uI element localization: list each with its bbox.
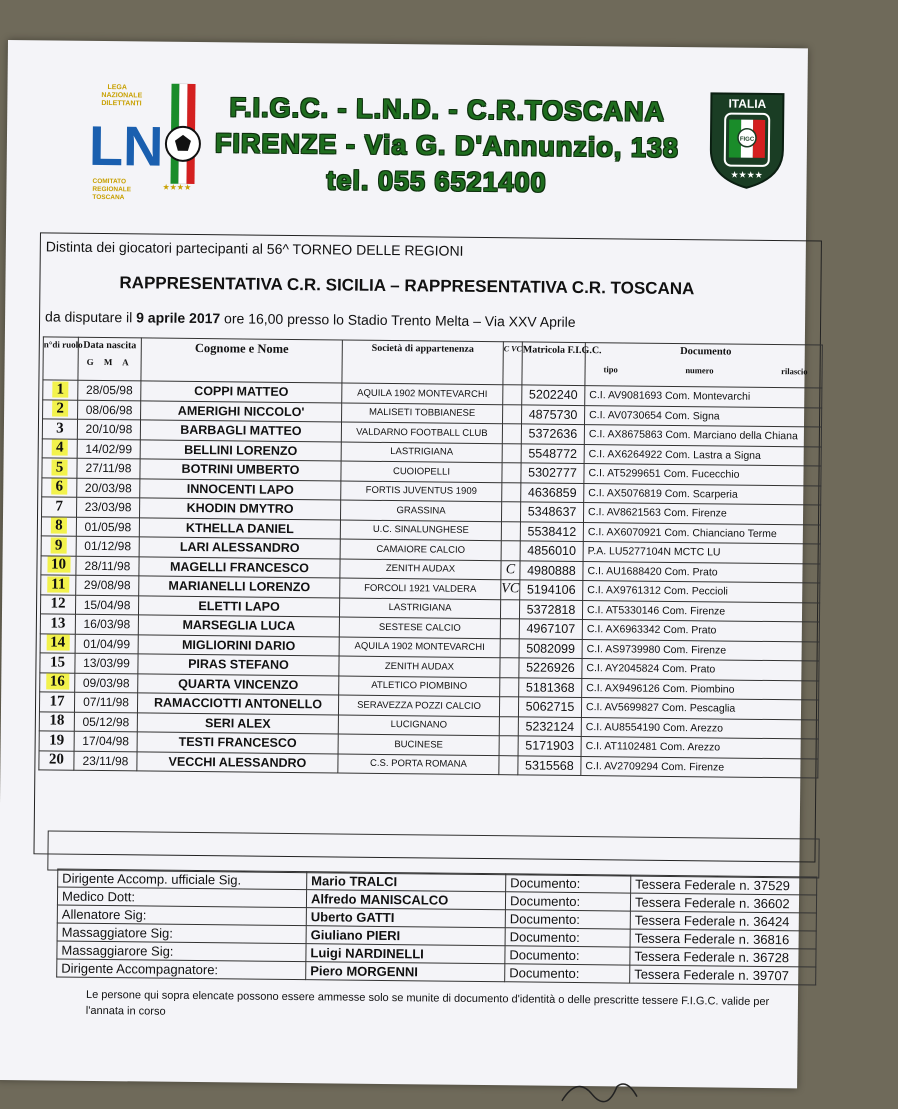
staff-doc-label: Documento: bbox=[505, 928, 630, 947]
player-club: LASTRIGIANA bbox=[339, 598, 500, 619]
header-matricola: Matricola F.I.G.C. bbox=[522, 342, 585, 386]
player-captain-mark bbox=[500, 677, 519, 697]
signature-mark bbox=[557, 1066, 647, 1107]
player-name: QUARTA VINCENZO bbox=[138, 673, 339, 695]
player-number: 16 bbox=[46, 674, 69, 690]
staff-document: Tessera Federale n. 36424 bbox=[630, 911, 816, 931]
staff-document: Tessera Federale n. 36602 bbox=[630, 893, 816, 913]
player-captain-mark bbox=[502, 482, 521, 502]
player-matricola: 4636859 bbox=[521, 482, 584, 502]
player-number: 6 bbox=[51, 479, 67, 495]
header-line-3: tel. 055 6521400 bbox=[326, 165, 547, 198]
player-captain-mark bbox=[500, 658, 519, 678]
player-matricola: 5181368 bbox=[519, 677, 582, 697]
staff-name: Alfredo MANISCALCO bbox=[306, 890, 505, 910]
player-matricola: 5202240 bbox=[522, 385, 585, 405]
player-number-cell bbox=[40, 594, 75, 614]
player-number: 18 bbox=[49, 712, 65, 729]
player-number-cell bbox=[41, 555, 76, 575]
player-captain-mark bbox=[499, 736, 518, 756]
player-number-cell bbox=[40, 653, 75, 673]
player-captain-mark bbox=[499, 716, 518, 736]
player-birthdate: 23/11/98 bbox=[74, 751, 137, 771]
player-number: 8 bbox=[51, 518, 67, 534]
player-number-cell bbox=[43, 399, 78, 419]
player-number-cell bbox=[39, 750, 74, 770]
header-cap: C VC bbox=[503, 342, 522, 385]
player-club: ZENITH AUDAX bbox=[339, 656, 500, 677]
player-number-cell bbox=[39, 692, 74, 712]
player-name: RAMACCIOTTI ANTONELLO bbox=[137, 693, 338, 715]
player-document: C.I. AY2045824 Com. Prato bbox=[582, 659, 819, 681]
svg-text:NAZIONALE: NAZIONALE bbox=[101, 91, 143, 100]
player-club: MALISETI TOBBIANESE bbox=[342, 403, 503, 424]
player-document: C.I. AV5699827 Com. Pescaglia bbox=[581, 698, 818, 720]
player-document: P.A. LU5277104N MCTC LU bbox=[583, 542, 820, 564]
when-date: 9 aprile 2017 bbox=[136, 309, 221, 327]
player-number: 12 bbox=[50, 595, 66, 612]
player-birthdate: 27/11/98 bbox=[77, 458, 140, 478]
staff-name: Mario TRALCI bbox=[307, 872, 506, 892]
player-captain-mark bbox=[502, 443, 521, 463]
player-document: C.I. AT5330146 Com. Firenze bbox=[582, 600, 819, 622]
header-doc-sub bbox=[590, 364, 822, 376]
player-number-cell bbox=[39, 731, 74, 751]
player-number-cell bbox=[41, 536, 76, 556]
player-club: CUOIOPELLI bbox=[341, 461, 502, 482]
player-birthdate: 09/03/98 bbox=[75, 673, 138, 693]
player-name: KHODIN DMYTRO bbox=[140, 498, 341, 520]
player-number-cell bbox=[43, 380, 78, 400]
players-body bbox=[39, 380, 822, 778]
player-number: 5 bbox=[52, 459, 68, 475]
player-number: 11 bbox=[47, 576, 69, 592]
player-number: 1 bbox=[53, 381, 69, 397]
player-name: KTHELLA DANIEL bbox=[139, 517, 340, 539]
player-matricola: 4967107 bbox=[519, 619, 582, 639]
player-name: MIGLIORINI DARIO bbox=[138, 634, 339, 656]
player-matricola: 5348637 bbox=[520, 502, 583, 522]
player-number-cell bbox=[40, 672, 75, 692]
player-matricola: 5082099 bbox=[519, 638, 582, 658]
player-birthdate: 20/10/98 bbox=[77, 419, 140, 439]
player-club: SERAVEZZA POZZI CALCIO bbox=[338, 695, 499, 716]
player-matricola: 5315568 bbox=[518, 755, 581, 775]
when-prefix: da disputare il bbox=[45, 308, 133, 326]
player-document: C.I. AX5076819 Com. Scarperia bbox=[584, 483, 821, 505]
player-matricola: 4856010 bbox=[520, 541, 583, 561]
staff-doc-label: Documento: bbox=[505, 910, 630, 929]
header-name: Cognome e Nome bbox=[141, 338, 342, 383]
player-club: AQUILA 1902 MONTEVARCHI bbox=[342, 383, 503, 404]
header-line-1: F.I.G.C. - L.N.D. - C.R.TOSCANA bbox=[229, 92, 666, 127]
player-captain-mark bbox=[499, 697, 518, 717]
player-birthdate: 05/12/98 bbox=[74, 712, 137, 732]
player-number-cell bbox=[42, 438, 77, 458]
player-club: GRASSINA bbox=[340, 500, 501, 521]
staff-doc-label: Documento: bbox=[505, 946, 630, 965]
svg-text:COMITATO: COMITATO bbox=[92, 177, 127, 186]
player-birthdate: 13/03/99 bbox=[75, 653, 138, 673]
svg-text:DILETTANTI: DILETTANTI bbox=[101, 99, 142, 108]
player-number: 3 bbox=[56, 420, 64, 437]
staff-role: Dirigente Accompagnatore: bbox=[57, 959, 306, 980]
player-birthdate: 08/06/98 bbox=[78, 400, 141, 420]
player-document: C.I. AV2709294 Com. Firenze bbox=[581, 756, 818, 778]
document-sheet bbox=[0, 40, 808, 1088]
staff-document: Tessera Federale n. 36728 bbox=[630, 947, 816, 967]
player-captain-mark bbox=[500, 599, 519, 619]
player-name: BOTRINI UMBERTO bbox=[140, 459, 341, 481]
player-club: U.C. SINALUNGHESE bbox=[340, 520, 501, 541]
player-captain-mark: C bbox=[501, 560, 520, 580]
header-num: n°di ruolo bbox=[43, 337, 78, 380]
staff-document: Tessera Federale n. 36816 bbox=[630, 929, 816, 949]
staff-name: Giuliano PIERI bbox=[306, 926, 505, 946]
player-club: ZENITH AUDAX bbox=[340, 559, 501, 580]
staff-name: Piero MORGENNI bbox=[306, 962, 505, 982]
player-name: AMERIGHI NICCOLO' bbox=[141, 400, 342, 422]
player-club: VALDARNO FOOTBALL CLUB bbox=[341, 422, 502, 443]
player-number: 7 bbox=[55, 498, 63, 515]
player-birthdate: 14/02/99 bbox=[77, 439, 140, 459]
header-date bbox=[78, 337, 141, 381]
staff-doc-label: Documento: bbox=[506, 874, 631, 893]
when-rest: ore 16,00 presso lo Stadio Trento Melta – Via XXV Aprile bbox=[224, 310, 576, 330]
player-birthdate: 23/03/98 bbox=[77, 497, 140, 517]
player-name: VECCHI ALESSANDRO bbox=[137, 751, 338, 773]
player-birthdate: 07/11/98 bbox=[74, 692, 137, 712]
player-matricola: 5372636 bbox=[521, 424, 584, 444]
player-number: 19 bbox=[49, 732, 65, 749]
player-matricola: 5302777 bbox=[521, 463, 584, 483]
staff-name: Uberto GATTI bbox=[306, 908, 505, 928]
staff-doc-label: Documento: bbox=[505, 964, 630, 983]
header-doc-numero: numero bbox=[685, 365, 714, 376]
player-number-cell bbox=[41, 575, 76, 595]
staff-role: Massaggiatore Sig: bbox=[57, 923, 306, 944]
player-number-cell bbox=[42, 477, 77, 497]
player-document: C.I. AV0730654 Com. Signa bbox=[585, 405, 822, 427]
player-birthdate: 29/08/98 bbox=[76, 575, 139, 595]
svg-text:FIGC: FIGC bbox=[739, 136, 755, 143]
player-number-cell bbox=[42, 458, 77, 478]
player-birthdate: 01/04/99 bbox=[75, 634, 138, 654]
svg-text:REGIONALE: REGIONALE bbox=[92, 185, 132, 194]
player-document: C.I. AT5299651 Com. Fucecchio bbox=[584, 464, 821, 486]
player-document: C.I. AX9496126 Com. Piombino bbox=[582, 678, 819, 700]
player-number-cell bbox=[41, 516, 76, 536]
player-matricola: 4980888 bbox=[520, 560, 583, 580]
header-date-label: Data nascita bbox=[83, 339, 137, 352]
player-document: C.I. AX6264922 Com. Lastra a Signa bbox=[584, 444, 821, 466]
staff-role: Massaggiarore Sig: bbox=[57, 941, 306, 962]
player-name: COPPI MATTEO bbox=[141, 381, 342, 403]
player-name: ELETTI LAPO bbox=[138, 595, 339, 617]
player-club: FORCOLI 1921 VALDERA bbox=[340, 578, 501, 599]
svg-text:LN: LN bbox=[88, 113, 164, 178]
player-number: 14 bbox=[46, 635, 69, 651]
player-number-cell bbox=[42, 419, 77, 439]
player-captain-mark bbox=[501, 541, 520, 561]
player-number-cell bbox=[40, 614, 75, 634]
header-doc-tipo: tipo bbox=[603, 364, 618, 375]
player-captain-mark bbox=[501, 521, 520, 541]
player-captain-mark bbox=[499, 755, 518, 775]
player-captain-mark bbox=[502, 424, 521, 444]
player-document: C.I. AS9739980 Com. Firenze bbox=[582, 639, 819, 661]
player-number: 9 bbox=[51, 537, 67, 553]
staff-doc-label: Documento: bbox=[505, 892, 630, 911]
player-name: PIRAS STEFANO bbox=[138, 654, 339, 676]
player-club: SESTESE CALCIO bbox=[339, 617, 500, 638]
staff-table bbox=[56, 869, 817, 986]
player-number: 13 bbox=[50, 615, 66, 632]
player-document: C.I. AX6963342 Com. Prato bbox=[582, 620, 819, 642]
player-document: C.I. AX8675863 Com. Marciano della Chiana bbox=[584, 425, 821, 447]
player-matricola: 5548772 bbox=[521, 443, 584, 463]
player-name: MARIANELLI LORENZO bbox=[139, 576, 340, 598]
player-document: C.I. AU1688420 Com. Prato bbox=[583, 561, 820, 583]
header-line-2: FIRENZE - Via G. D'Annunzio, 138 bbox=[214, 128, 680, 164]
player-captain-mark bbox=[501, 502, 520, 522]
svg-text:TOSCANA: TOSCANA bbox=[92, 193, 125, 202]
player-birthdate: 01/12/98 bbox=[76, 536, 139, 556]
player-name: SERI ALEX bbox=[137, 712, 338, 734]
player-matricola: 5232124 bbox=[518, 716, 581, 736]
player-number: 2 bbox=[52, 401, 68, 417]
player-document: C.I. AX6070921 Com. Chianciano Terme bbox=[583, 522, 820, 544]
player-name: MAGELLI FRANCESCO bbox=[139, 556, 340, 578]
match-title: RAPPRESENTATIVA C.R. SICILIA – RAPPRESENTATIVA C.R. TOSCANA bbox=[119, 273, 695, 299]
header-doc bbox=[585, 343, 822, 388]
player-name: MARSEGLIA LUCA bbox=[138, 615, 339, 637]
staff-role: Allenatore Sig: bbox=[57, 905, 306, 926]
svg-text:★★★★: ★★★★ bbox=[730, 169, 763, 180]
player-captain-mark bbox=[500, 638, 519, 658]
player-number: 17 bbox=[49, 693, 65, 710]
player-number: 4 bbox=[52, 440, 68, 456]
player-number: 10 bbox=[47, 557, 70, 573]
staff-document: Tessera Federale n. 37529 bbox=[631, 875, 817, 895]
notice-text: Le persone qui sopra elencate possono essere ammesse solo se munite di documento d'identità o delle prescritte tessere F.I.G.C. valide per l'annata in corso bbox=[85, 988, 770, 1018]
player-document: C.I. AV8621563 Com. Firenze bbox=[583, 503, 820, 525]
staff-document: Tessera Federale n. 39707 bbox=[630, 965, 816, 985]
player-matricola: 5538412 bbox=[520, 521, 583, 541]
player-birthdate: 01/05/98 bbox=[76, 517, 139, 537]
player-number: 20 bbox=[48, 751, 65, 768]
header-doc-label: Documento bbox=[680, 346, 732, 358]
player-number-cell bbox=[40, 633, 75, 653]
player-birthdate: 20/03/98 bbox=[77, 478, 140, 498]
player-club: CAMAIORE CALCIO bbox=[340, 539, 501, 560]
staff-role: Medico Dott: bbox=[57, 887, 306, 908]
player-club: BUCINESE bbox=[338, 734, 499, 755]
player-club: LUCIGNANO bbox=[338, 714, 499, 735]
player-club: AQUILA 1902 MONTEVARCHI bbox=[339, 637, 500, 658]
player-number-cell bbox=[39, 711, 74, 731]
player-document: C.I. AV9081693 Com. Montevarchi bbox=[585, 386, 822, 408]
player-matricola: 5194106 bbox=[520, 580, 583, 600]
staff-role: Dirigente Accomp. ufficiale Sig. bbox=[58, 869, 307, 890]
staff-body bbox=[57, 869, 817, 985]
player-name: BARBAGLI MATTEO bbox=[140, 420, 341, 442]
staff-name: Luigi NARDINELLI bbox=[306, 944, 505, 964]
player-captain-mark bbox=[503, 404, 522, 424]
player-captain-mark: VC bbox=[501, 580, 520, 600]
player-birthdate: 15/04/98 bbox=[75, 595, 138, 615]
player-captain-mark bbox=[503, 385, 522, 405]
player-birthdate: 28/05/98 bbox=[78, 380, 141, 400]
player-name: TESTI FRANCESCO bbox=[137, 732, 338, 754]
player-matricola: 5226926 bbox=[519, 658, 582, 678]
player-birthdate: 17/04/98 bbox=[74, 731, 137, 751]
player-document: C.I. AX9761312 Com. Peccioli bbox=[583, 581, 820, 603]
player-captain-mark bbox=[500, 619, 519, 639]
player-club: ATLETICO PIOMBINO bbox=[339, 675, 500, 696]
header-gma: G M A bbox=[86, 356, 133, 368]
header-doc-rilascio: rilascio bbox=[781, 366, 808, 377]
svg-text:LEGA: LEGA bbox=[107, 84, 127, 92]
player-name: LARI ALESSANDRO bbox=[139, 537, 340, 559]
player-number: 15 bbox=[49, 654, 66, 671]
intro-text: Distinta dei giocatori partecipanti al 56^ TORNEO DELLE REGIONI bbox=[45, 238, 464, 259]
player-club: C.S. PORTA ROMANA bbox=[338, 753, 499, 774]
player-matricola: 5171903 bbox=[518, 736, 581, 756]
player-document: C.I. AT1102481 Com. Arezzo bbox=[581, 737, 818, 759]
player-matricola: 5062715 bbox=[518, 697, 581, 717]
player-name: INNOCENTI LAPO bbox=[140, 478, 341, 500]
player-club: FORTIS JUVENTUS 1909 bbox=[341, 481, 502, 502]
player-birthdate: 16/03/98 bbox=[75, 614, 138, 634]
player-name: BELLINI LORENZO bbox=[140, 439, 341, 461]
svg-text:ITALIA: ITALIA bbox=[728, 96, 767, 111]
header-club: Società di appartenenza bbox=[342, 340, 503, 385]
player-birthdate: 28/11/98 bbox=[76, 556, 139, 576]
player-number-cell bbox=[42, 497, 77, 517]
svg-text:★★★★: ★★★★ bbox=[162, 182, 192, 192]
player-captain-mark bbox=[502, 463, 521, 483]
players-table bbox=[38, 336, 823, 778]
player-matricola: 5372818 bbox=[519, 599, 582, 619]
player-club: LASTRIGIANA bbox=[341, 442, 502, 463]
player-document: C.I. AU8554190 Com. Arezzo bbox=[581, 717, 818, 739]
player-matricola: 4875730 bbox=[522, 404, 585, 424]
